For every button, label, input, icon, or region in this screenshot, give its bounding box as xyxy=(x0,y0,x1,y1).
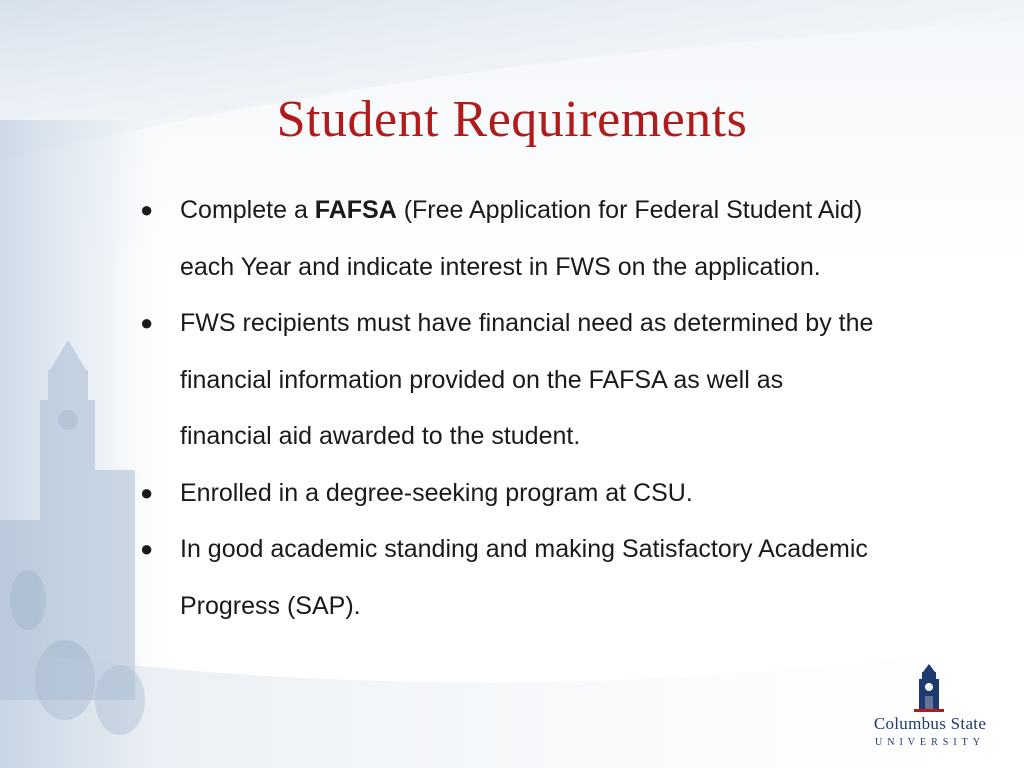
tower-logo-icon xyxy=(914,664,944,712)
list-item xyxy=(140,465,880,522)
bullet-text: FWS recipients must have financial need as determined by the financial information provided on the FAFSA as well as financial aid awarded to the student. xyxy=(180,309,874,450)
bullet-bold-text: FAFSA xyxy=(314,196,397,224)
list-item xyxy=(140,521,880,634)
bullet-icon: ● xyxy=(140,536,154,561)
requirements-list xyxy=(140,182,880,634)
logo-name: Columbus State xyxy=(873,714,987,733)
bullet-icon: ● xyxy=(140,310,154,335)
slide-title: Student Requirements xyxy=(276,91,748,148)
bullet-text: In good academic standing and making Satisfactory Academic Progress (SAP). xyxy=(180,535,868,620)
university-logo xyxy=(846,664,1014,754)
bullet-text: Complete a FAFSA (Free Application for Federal Student Aid) each Year and indicate interest in FWS on the application. xyxy=(180,196,863,281)
logo-subtitle: UNIVERSITY xyxy=(875,737,985,748)
bullet-icon: ● xyxy=(140,197,154,222)
bullet-text: Enrolled in a degree-seeking program at CSU. xyxy=(180,478,693,507)
bullet-icon: ● xyxy=(140,479,154,505)
list-item xyxy=(140,182,880,295)
list-item xyxy=(140,295,880,465)
